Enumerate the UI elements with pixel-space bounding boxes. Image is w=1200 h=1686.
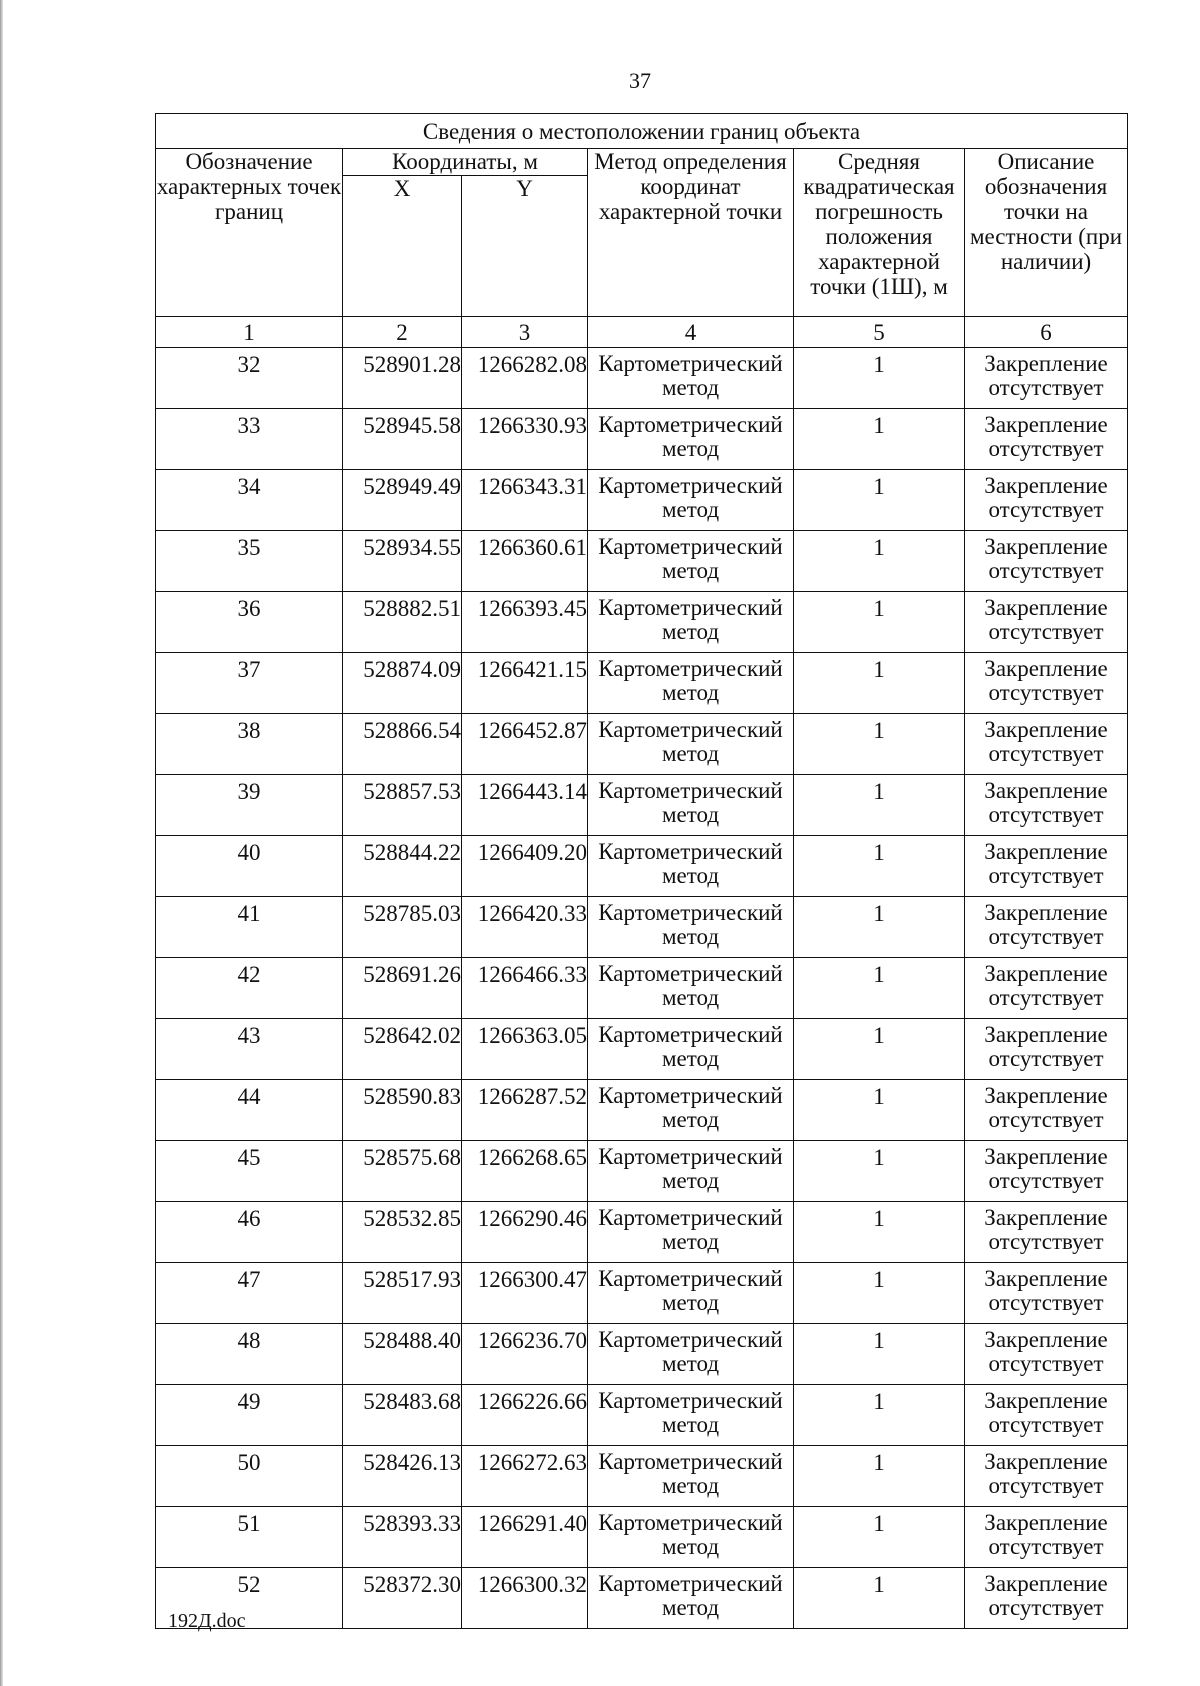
cell-x: 528866.54	[343, 714, 462, 775]
cell-x: 528483.68	[343, 1385, 462, 1446]
cell-y: 1266291.40	[462, 1507, 588, 1568]
cell-point: 35	[156, 531, 343, 592]
cell-y: 1266287.52	[462, 1080, 588, 1141]
cell-method: Картометрический метод	[588, 1446, 794, 1507]
cell-description: Закрепление отсутствует	[965, 1019, 1128, 1080]
column-number: 4	[588, 317, 794, 348]
cell-error: 1	[794, 1202, 965, 1263]
footer-filename: 192Д.doc	[168, 1610, 246, 1632]
cell-error: 1	[794, 409, 965, 470]
cell-description: Закрепление отсутствует	[965, 1568, 1128, 1629]
table-row	[156, 531, 1128, 592]
cell-error: 1	[794, 348, 965, 409]
cell-error: 1	[794, 470, 965, 531]
cell-method: Картометрический метод	[588, 775, 794, 836]
cell-method: Картометрический метод	[588, 1263, 794, 1324]
cell-y: 1266282.08	[462, 348, 588, 409]
cell-description: Закрепление отсутствует	[965, 958, 1128, 1019]
cell-point: 51	[156, 1507, 343, 1568]
cell-point: 46	[156, 1202, 343, 1263]
page-number: 37	[629, 68, 651, 93]
cell-description: Закрепление отсутствует	[965, 836, 1128, 897]
header-point: Обозначение характерных точек границ	[156, 149, 343, 317]
cell-description: Закрепление отсутствует	[965, 470, 1128, 531]
cell-y: 1266268.65	[462, 1141, 588, 1202]
cell-error: 1	[794, 714, 965, 775]
header-x: X	[343, 176, 462, 317]
cell-point: 44	[156, 1080, 343, 1141]
cell-method: Картометрический метод	[588, 409, 794, 470]
cell-x: 528882.51	[343, 592, 462, 653]
cell-error: 1	[794, 775, 965, 836]
header-y: Y	[462, 176, 588, 317]
cell-description: Закрепление отсутствует	[965, 653, 1128, 714]
cell-y: 1266363.05	[462, 1019, 588, 1080]
table-body	[156, 348, 1128, 1629]
cell-y: 1266443.14	[462, 775, 588, 836]
cell-point: 49	[156, 1385, 343, 1446]
table-row	[156, 653, 1128, 714]
cell-x: 528691.26	[343, 958, 462, 1019]
table-row	[156, 1507, 1128, 1568]
cell-error: 1	[794, 1141, 965, 1202]
cell-description: Закрепление отсутствует	[965, 1324, 1128, 1385]
cell-description: Закрепление отсутствует	[965, 1385, 1128, 1446]
cell-x: 528575.68	[343, 1141, 462, 1202]
cell-method: Картометрический метод	[588, 897, 794, 958]
scan-edge	[0, 0, 3, 1686]
cell-description: Закрепление отсутствует	[965, 897, 1128, 958]
cell-method: Картометрический метод	[588, 1080, 794, 1141]
table-title: Сведения о местоположении границ объекта	[156, 114, 1128, 149]
cell-x: 528642.02	[343, 1019, 462, 1080]
cell-point: 39	[156, 775, 343, 836]
cell-y: 1266409.20	[462, 836, 588, 897]
table-row	[156, 1385, 1128, 1446]
table-row	[156, 1202, 1128, 1263]
cell-method: Картометрический метод	[588, 1019, 794, 1080]
table-row	[156, 1324, 1128, 1385]
cell-x: 528372.30	[343, 1568, 462, 1629]
column-number: 3	[462, 317, 588, 348]
cell-y: 1266393.45	[462, 592, 588, 653]
cell-x: 528785.03	[343, 897, 462, 958]
table-row	[156, 836, 1128, 897]
cell-point: 41	[156, 897, 343, 958]
cell-error: 1	[794, 1568, 965, 1629]
table-row	[156, 1141, 1128, 1202]
cell-y: 1266236.70	[462, 1324, 588, 1385]
header-error: Средняя квадратическая погрешность положения характерной точки (1Ш), м	[794, 149, 965, 317]
cell-error: 1	[794, 1080, 965, 1141]
cell-description: Закрепление отсутствует	[965, 531, 1128, 592]
cell-x: 528945.58	[343, 409, 462, 470]
cell-method: Картометрический метод	[588, 836, 794, 897]
cell-x: 528488.40	[343, 1324, 462, 1385]
cell-method: Картометрический метод	[588, 958, 794, 1019]
cell-method: Картометрический метод	[588, 531, 794, 592]
cell-y: 1266420.33	[462, 897, 588, 958]
table-row	[156, 958, 1128, 1019]
boundary-points-table	[155, 113, 1128, 1629]
cell-point: 33	[156, 409, 343, 470]
column-number: 6	[965, 317, 1128, 348]
table-row	[156, 775, 1128, 836]
cell-y: 1266290.46	[462, 1202, 588, 1263]
cell-point: 43	[156, 1019, 343, 1080]
cell-point: 37	[156, 653, 343, 714]
cell-method: Картометрический метод	[588, 653, 794, 714]
cell-y: 1266466.33	[462, 958, 588, 1019]
cell-y: 1266226.66	[462, 1385, 588, 1446]
cell-x: 528393.33	[343, 1507, 462, 1568]
cell-error: 1	[794, 592, 965, 653]
table-row	[156, 409, 1128, 470]
header-description: Описание обозначения точки на местности (при наличии)	[965, 149, 1128, 317]
cell-x: 528901.28	[343, 348, 462, 409]
header-coords: Координаты, м	[343, 149, 588, 176]
cell-y: 1266452.87	[462, 714, 588, 775]
cell-description: Закрепление отсутствует	[965, 1202, 1128, 1263]
cell-error: 1	[794, 1019, 965, 1080]
cell-method: Картометрический метод	[588, 348, 794, 409]
cell-method: Картометрический метод	[588, 1507, 794, 1568]
cell-point: 38	[156, 714, 343, 775]
cell-error: 1	[794, 1385, 965, 1446]
table-row	[156, 470, 1128, 531]
cell-x: 528590.83	[343, 1080, 462, 1141]
cell-point: 32	[156, 348, 343, 409]
cell-error: 1	[794, 897, 965, 958]
table-row	[156, 1446, 1128, 1507]
cell-error: 1	[794, 1263, 965, 1324]
cell-point: 34	[156, 470, 343, 531]
table-row	[156, 592, 1128, 653]
cell-y: 1266272.63	[462, 1446, 588, 1507]
cell-description: Закрепление отсутствует	[965, 1446, 1128, 1507]
cell-error: 1	[794, 653, 965, 714]
cell-y: 1266343.31	[462, 470, 588, 531]
cell-error: 1	[794, 1446, 965, 1507]
cell-method: Картометрический метод	[588, 592, 794, 653]
column-number: 1	[156, 317, 343, 348]
cell-point: 47	[156, 1263, 343, 1324]
cell-method: Картометрический метод	[588, 1202, 794, 1263]
cell-description: Закрепление отсутствует	[965, 1507, 1128, 1568]
cell-description: Закрепление отсутствует	[965, 1141, 1128, 1202]
table-row	[156, 714, 1128, 775]
cell-y: 1266360.61	[462, 531, 588, 592]
table-row	[156, 348, 1128, 409]
cell-y: 1266330.93	[462, 409, 588, 470]
cell-error: 1	[794, 1324, 965, 1385]
cell-x: 528934.55	[343, 531, 462, 592]
column-number: 2	[343, 317, 462, 348]
cell-x: 528844.22	[343, 836, 462, 897]
column-number: 5	[794, 317, 965, 348]
cell-description: Закрепление отсутствует	[965, 409, 1128, 470]
cell-description: Закрепление отсутствует	[965, 1263, 1128, 1324]
cell-x: 528874.09	[343, 653, 462, 714]
cell-x: 528517.93	[343, 1263, 462, 1324]
cell-point: 40	[156, 836, 343, 897]
cell-error: 1	[794, 958, 965, 1019]
cell-x: 528426.13	[343, 1446, 462, 1507]
header-method: Метод определения координат характерной точки	[588, 149, 794, 317]
cell-point: 42	[156, 958, 343, 1019]
cell-y: 1266300.32	[462, 1568, 588, 1629]
cell-method: Картометрический метод	[588, 714, 794, 775]
cell-method: Картометрический метод	[588, 1385, 794, 1446]
table-row	[156, 1263, 1128, 1324]
cell-description: Закрепление отсутствует	[965, 348, 1128, 409]
cell-point: 48	[156, 1324, 343, 1385]
cell-x: 528949.49	[343, 470, 462, 531]
cell-y: 1266300.47	[462, 1263, 588, 1324]
cell-point: 50	[156, 1446, 343, 1507]
cell-error: 1	[794, 836, 965, 897]
cell-error: 1	[794, 1507, 965, 1568]
cell-x: 528532.85	[343, 1202, 462, 1263]
table-row	[156, 897, 1128, 958]
cell-description: Закрепление отсутствует	[965, 1080, 1128, 1141]
cell-x: 528857.53	[343, 775, 462, 836]
cell-method: Картометрический метод	[588, 1568, 794, 1629]
cell-method: Картометрический метод	[588, 1141, 794, 1202]
cell-method: Картометрический метод	[588, 470, 794, 531]
cell-method: Картометрический метод	[588, 1324, 794, 1385]
cell-description: Закрепление отсутствует	[965, 775, 1128, 836]
column-numbers-row	[156, 317, 1128, 348]
cell-point: 36	[156, 592, 343, 653]
cell-error: 1	[794, 531, 965, 592]
cell-description: Закрепление отсутствует	[965, 714, 1128, 775]
cell-description: Закрепление отсутствует	[965, 592, 1128, 653]
cell-point: 45	[156, 1141, 343, 1202]
table-row	[156, 1080, 1128, 1141]
cell-point: 52	[156, 1568, 343, 1629]
table-row	[156, 1019, 1128, 1080]
table-row	[156, 1568, 1128, 1629]
cell-y: 1266421.15	[462, 653, 588, 714]
